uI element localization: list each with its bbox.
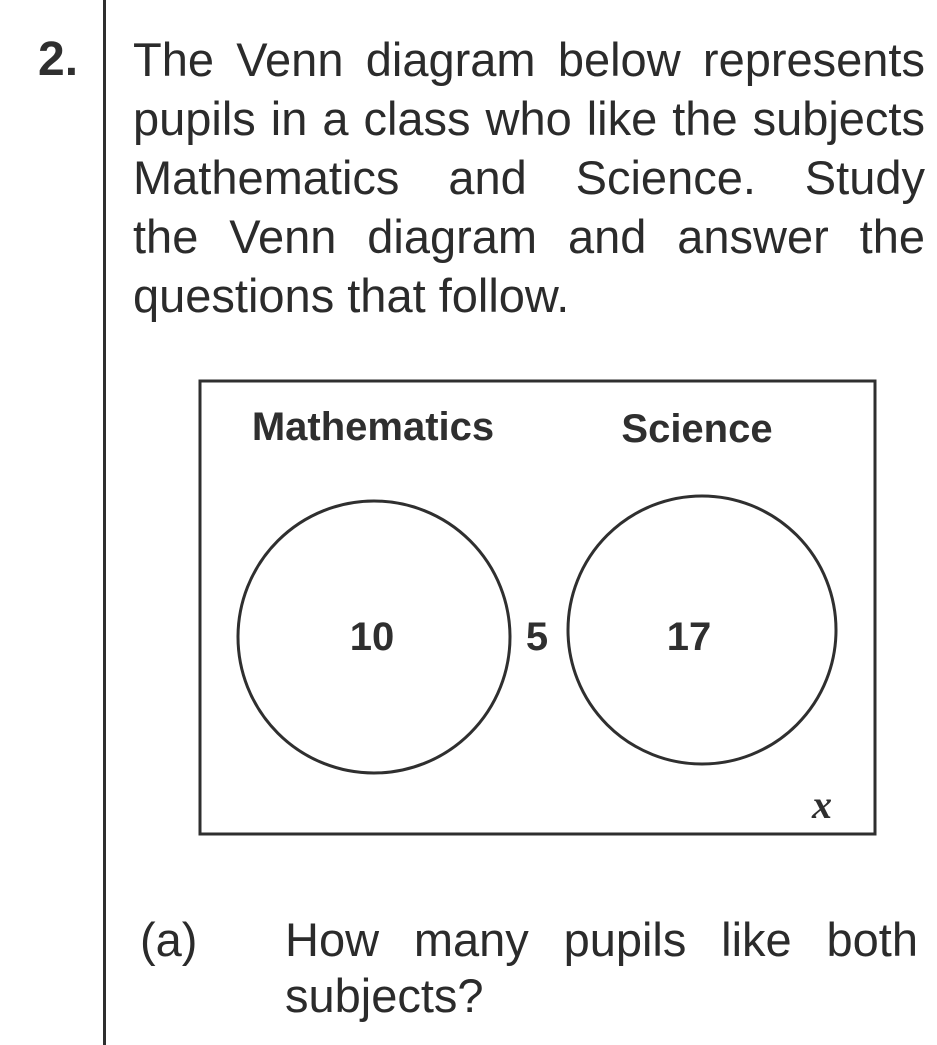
science-label: Science: [621, 407, 773, 451]
part-a-label: (a): [140, 913, 198, 966]
intro-line: The Venn diagram below represents: [133, 33, 925, 86]
part-a-line: How many pupils like both: [285, 913, 918, 966]
mathematics-label: Mathematics: [251, 405, 495, 449]
intro-line: Mathematics and Science. Study: [133, 151, 925, 204]
science-only-value: 17: [666, 615, 712, 659]
intro-line: questions that follow.: [133, 269, 570, 322]
intro-line: the Venn diagram and answer the: [133, 210, 925, 263]
mathematics-only-value: 10: [349, 615, 395, 659]
universal-set-label: x: [812, 782, 832, 827]
part-a-line: subjects?: [285, 969, 484, 1022]
part-a-question: [285, 912, 918, 1024]
intersection-value: 5: [525, 615, 549, 659]
question-number: 2.: [38, 33, 79, 86]
intro-line: pupils in a class who like the subjects: [133, 92, 925, 145]
